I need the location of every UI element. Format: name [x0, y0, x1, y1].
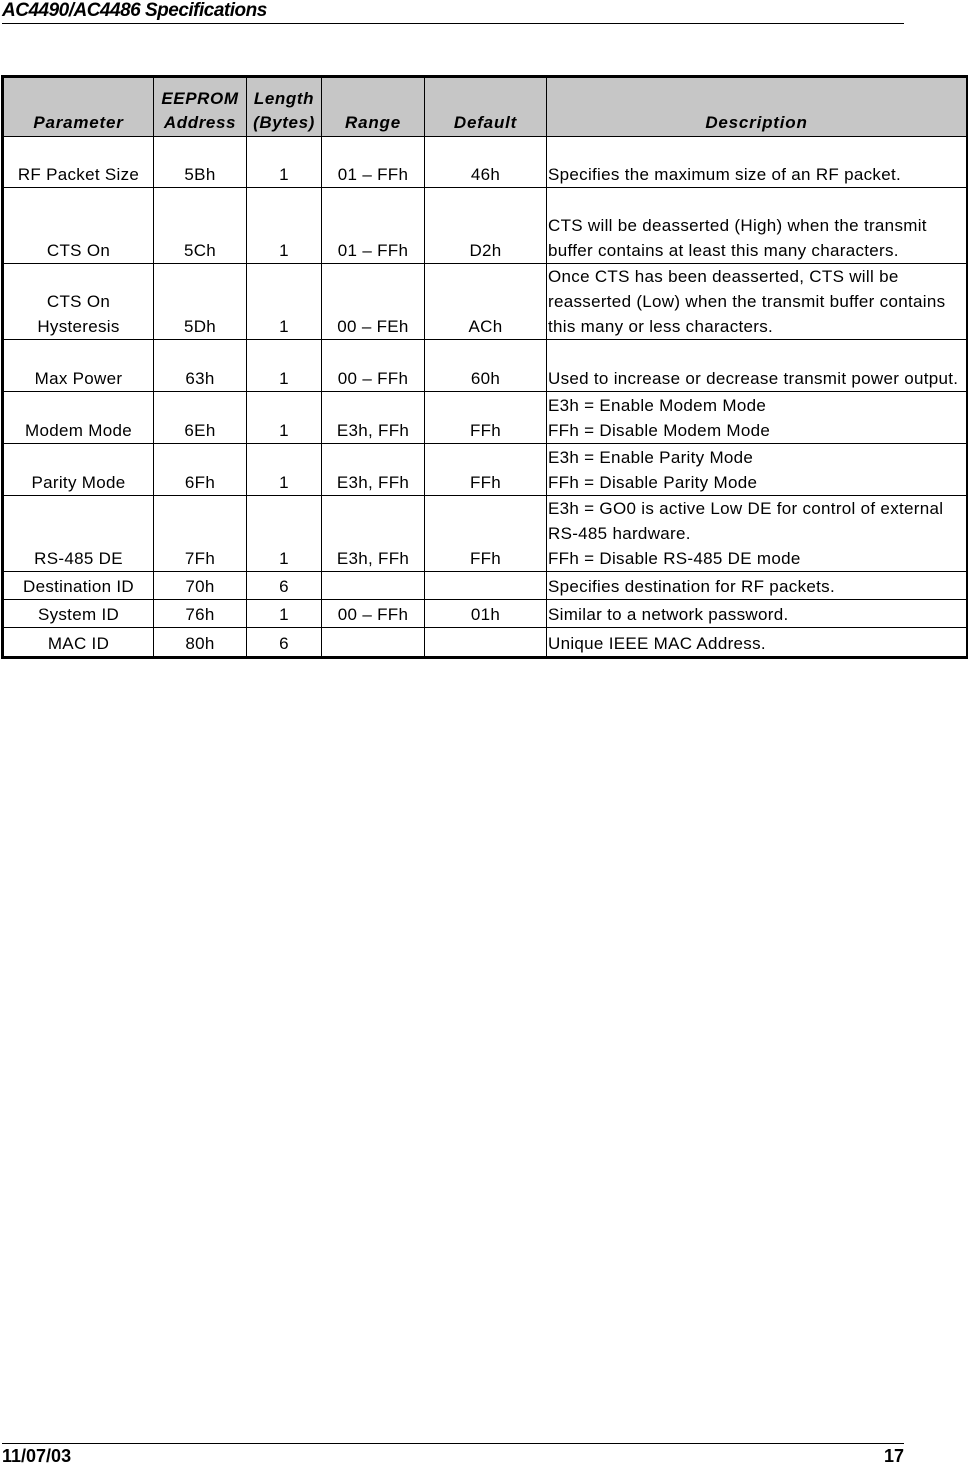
table-row	[3, 628, 968, 658]
address-cell: 7Fh	[154, 496, 247, 572]
column-header-description: Description	[547, 77, 968, 137]
length-cell: 1	[247, 264, 322, 340]
table-row	[3, 600, 968, 628]
table-header-row	[3, 77, 968, 137]
address-cell: 5Dh	[154, 264, 247, 340]
parameter-cell: CTS On	[3, 188, 154, 264]
range-cell	[322, 572, 425, 600]
parameter-cell: Max Power	[3, 340, 154, 392]
range-cell	[322, 628, 425, 658]
range-cell: E3h, FFh	[322, 444, 425, 496]
table-row	[3, 340, 968, 392]
table-row	[3, 392, 968, 444]
parameter-cell: Parity Mode	[3, 444, 154, 496]
table-row	[3, 264, 968, 340]
default-cell	[425, 628, 547, 658]
description-cell: Once CTS has been deasserted, CTS will be reasserted (Low) when the transmit buffer contains this many or less characters.	[547, 264, 968, 340]
table-row	[3, 137, 968, 188]
range-cell: 00 – FFh	[322, 340, 425, 392]
length-cell: 1	[247, 496, 322, 572]
description-cell: Similar to a network password.	[547, 600, 968, 628]
document-title: AC4490/AC4486 Specifications	[2, 0, 267, 21]
column-header-parameter: Parameter	[3, 77, 154, 137]
length-cell: 1	[247, 340, 322, 392]
length-cell: 1	[247, 392, 322, 444]
address-cell: 5Bh	[154, 137, 247, 188]
default-cell: FFh	[425, 444, 547, 496]
eeprom-parameter-table	[1, 75, 968, 659]
page-header	[2, 0, 904, 24]
description-cell: Specifies the maximum size of an RF packet.	[547, 137, 968, 188]
address-cell: 5Ch	[154, 188, 247, 264]
default-cell: 60h	[425, 340, 547, 392]
default-cell: D2h	[425, 188, 547, 264]
range-cell: 00 – FEh	[322, 264, 425, 340]
range-cell: E3h, FFh	[322, 392, 425, 444]
address-cell: 6Fh	[154, 444, 247, 496]
footer-date: 11/07/03	[2, 1446, 72, 1466]
default-cell: 01h	[425, 600, 547, 628]
parameter-cell: System ID	[3, 600, 154, 628]
default-cell	[425, 572, 547, 600]
length-cell: 1	[247, 600, 322, 628]
length-cell: 6	[247, 572, 322, 600]
table-row	[3, 496, 968, 572]
default-cell: FFh	[425, 392, 547, 444]
address-cell: 6Eh	[154, 392, 247, 444]
parameter-cell: Destination ID	[3, 572, 154, 600]
address-cell: 80h	[154, 628, 247, 658]
default-cell: FFh	[425, 496, 547, 572]
description-cell: Unique IEEE MAC Address.	[547, 628, 968, 658]
column-header-default: Default	[425, 77, 547, 137]
parameter-cell: MAC ID	[3, 628, 154, 658]
column-header-range: Range	[322, 77, 425, 137]
range-cell: 00 – FFh	[322, 600, 425, 628]
length-cell: 1	[247, 188, 322, 264]
length-cell: 1	[247, 444, 322, 496]
description-cell: Specifies destination for RF packets.	[547, 572, 968, 600]
description-cell: E3h = Enable Parity Mode FFh = Disable Parity Mode	[547, 444, 968, 496]
range-cell: 01 – FFh	[322, 137, 425, 188]
address-cell: 63h	[154, 340, 247, 392]
description-cell: E3h = GO0 is active Low DE for control of external RS-485 hardware. FFh = Disable RS-485 DE mode	[547, 496, 968, 572]
description-cell: E3h = Enable Modem Mode FFh = Disable Modem Mode	[547, 392, 968, 444]
default-cell: 46h	[425, 137, 547, 188]
length-cell: 1	[247, 137, 322, 188]
range-cell: E3h, FFh	[322, 496, 425, 572]
address-cell: 70h	[154, 572, 247, 600]
length-cell: 6	[247, 628, 322, 658]
table-row	[3, 188, 968, 264]
address-cell: 76h	[154, 600, 247, 628]
column-header-length: Length (Bytes)	[247, 77, 322, 137]
parameter-cell: RF Packet Size	[3, 137, 154, 188]
table-row	[3, 444, 968, 496]
column-header-eeprom-address: EEPROM Address	[154, 77, 247, 137]
description-cell: Used to increase or decrease transmit power output.	[547, 340, 968, 392]
parameter-cell: Modem Mode	[3, 392, 154, 444]
parameter-cell: RS-485 DE	[3, 496, 154, 572]
range-cell: 01 – FFh	[322, 188, 425, 264]
table-row	[3, 572, 968, 600]
page-footer	[2, 1443, 904, 1467]
parameter-cell: CTS On Hysteresis	[3, 264, 154, 340]
page-number: 17	[883, 1446, 904, 1466]
description-cell: CTS will be deasserted (High) when the transmit buffer contains at least this many characters.	[547, 188, 968, 264]
default-cell: ACh	[425, 264, 547, 340]
